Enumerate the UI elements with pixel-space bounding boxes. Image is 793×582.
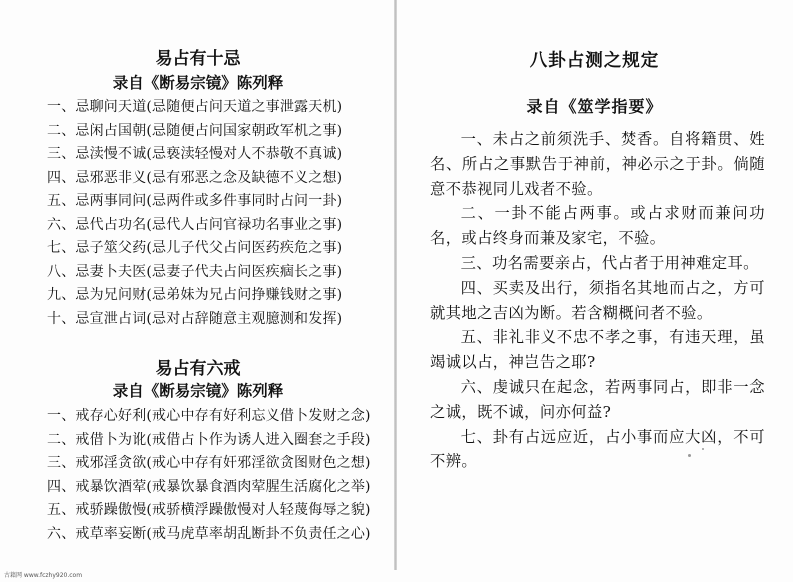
precept-item: 二、戒借卜为讹(戒借占卜作为诱人进入圈套之手段) xyxy=(47,431,371,448)
rule-paragraph: 六、虔诚只在起念，若两事同占，即非一念之诚，既不诚，问亦何益? xyxy=(430,377,765,421)
taboo-item: 八、忌妻卜夫医(忌妻子代夫占问医疾痼长之事) xyxy=(47,263,343,280)
rules-body xyxy=(430,127,765,474)
taboo-item: 三、忌渎慢不诚(忌亵渎轻慢对人不恭敬不真诚) xyxy=(47,146,343,162)
precept-item: 四、戒暴饮酒荤(戒暴饮暴食酒肉荤腥生活腐化之举) xyxy=(47,478,371,495)
rule-paragraph: 二、一卦不能占两事。或占求财而兼问功名，或占终身而兼及家宅，不验。 xyxy=(430,204,765,248)
scan-speck xyxy=(702,448,704,450)
ten-taboos-source: 录自《断易宗镜》陈列释 xyxy=(112,74,284,92)
taboo-item: 四、忌邪恶非义(忌有邪恶之念及缺德不义之想) xyxy=(47,169,343,186)
six-precepts-source: 录自《断易宗镜》陈列释 xyxy=(112,382,284,400)
rule-paragraph: 五、非礼非义不忠不孝之事，有违天理，虽竭诚以占，神岂告之耶? xyxy=(430,328,765,372)
ten-taboos-title: 易占有十忌 xyxy=(155,49,241,69)
six-precepts-list xyxy=(47,405,392,546)
rule-paragraph: 三、功名需要亲占，代占者于用神难定耳。 xyxy=(460,253,759,272)
precept-item: 五、戒骄躁傲慢(戒骄横浮躁傲慢对人轻蔑侮辱之貌) xyxy=(47,502,371,518)
taboo-item: 九、忌为兄问财(忌弟妹为兄占问挣赚钱财之事) xyxy=(47,287,343,303)
taboo-item: 七、忌子筮父药(忌儿子代父占问医药疾危之事) xyxy=(47,240,343,256)
precept-item: 三、戒邪淫贪欲(戒心中存有奸邪淫欲贪图财色之想) xyxy=(47,455,371,471)
taboo-item: 五、忌两事同问(忌两件或多件事同时占问一卦) xyxy=(47,193,343,209)
eight-trigrams-title: 八卦占测之规定 xyxy=(529,51,660,71)
taboo-item: 二、忌闲占国朝(忌随便占问国家朝政军机之事) xyxy=(47,122,343,139)
eight-trigrams-source: 录自《筮学指要》 xyxy=(526,97,663,116)
rule-paragraph: 一、未占之前须洗手、焚香。自将籍贯、姓名、所占之事默告于神前，神必示之于卦。倘随意不恭视同儿戏者不验。 xyxy=(430,130,765,198)
precept-item: 一、戒存心好利(戒心中存有好利忘义借卜发财之念) xyxy=(47,408,371,424)
taboo-item: 六、忌代占功名(忌代人占问官禄功名事业之事) xyxy=(47,216,343,233)
footer-watermark: 古籍网 www.fczhy920.com xyxy=(4,572,83,579)
precept-item: 六、戒草率妄断(戒马虎草率胡乱断卦不负责任之心) xyxy=(47,525,371,542)
scan-speck xyxy=(688,454,691,457)
taboo-item: 十、忌宣泄占词(忌对占辞随意主观臆测和发挥) xyxy=(47,310,343,327)
rule-paragraph: 七、卦有占远应近，占小事而应大凶，不可不辨。 xyxy=(430,427,765,471)
taboo-item: 一、忌聊问天道(忌随便占问天道之事泄露天机) xyxy=(47,99,343,115)
ten-taboos-list xyxy=(47,96,392,331)
six-precepts-title: 易占有六戒 xyxy=(155,359,241,379)
rule-paragraph: 四、买卖及出行，须指名其地而占之，方可就其地之吉凶为断。若含糊概问者不验。 xyxy=(430,278,765,322)
